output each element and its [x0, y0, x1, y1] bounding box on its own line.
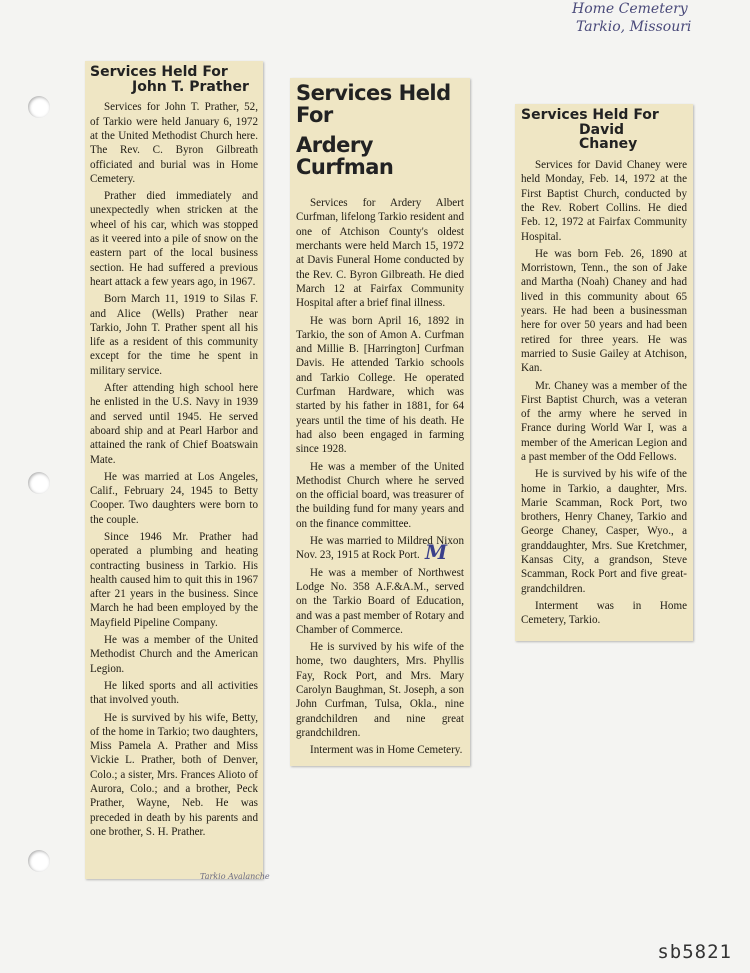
paragraph: Since 1946 Mr. Prather had operated a plumbing and heating contracting business in Tarkio. His health caused him to quit this in 1967 after 21 years in the business. Since March he had been employed by the Mayfield Pipeline Company. — [90, 530, 258, 629]
headline-line-1: Services Held For — [521, 107, 659, 123]
catalog-number: sb5821 — [657, 941, 732, 963]
obituary-clipping-prather — [85, 61, 263, 879]
paragraph: Prather died immediately and unexpectedly when stricken at the wheel of his car, which was stopped as it veered into a pile of snow on the eastern part of the local business section. He had suffered a previous heart attack a few years ago, in 1967. — [90, 190, 258, 288]
handwritten-location-note — [572, 0, 742, 36]
paragraph: He was born April 16, 1892 in Tarkio, the son of Amon A. Curfman and Millie B. [Harrington] Curfman Davis. He attended Tarkio schools and Tarkio College. He operated Curfman Hardware, which was started by his father in 1881, for 64 years until the time of his death. He had also been engaged in farming since 1928. — [296, 314, 464, 456]
obituary-clipping-chaney — [515, 104, 693, 641]
paragraph: Born March 11, 1919 to Silas F. and Alice (Wells) Prather near Tarkio, John T. Prather spent all his life as a resident of this community except for the time he spent in military service. — [90, 293, 258, 377]
headline — [296, 82, 464, 178]
paragraph: He was a member of Northwest Lodge No. 358 A.F.&A.M., served on the Tarkio Board of Education, and was a past member of Rotary and Chamber of Commerce. — [296, 566, 464, 636]
paragraph: Interment was in Home Cemetery. — [310, 744, 463, 757]
headline — [521, 108, 687, 152]
headline-line-2: Ardery Curfman — [296, 133, 394, 180]
headline-line-1: Services Held For — [90, 64, 228, 80]
obituary-clipping-curfman — [290, 78, 470, 766]
paragraph: He was married at Los Angeles, Calif., February 24, 1945 to Betty Cooper. Two daughters were born to the couple. — [90, 470, 258, 526]
clipping-source-note: Tarkio Avalanche — [200, 872, 270, 881]
handwritten-line-1: Home Cemetery — [572, 1, 688, 17]
binder-hole — [28, 96, 50, 118]
paragraph: Mr. Chaney was a member of the First Baptist Church, was a veteran of the army where he served in France during World War I, was a member of the American Legion and a past member of the Odd Fellows. — [521, 379, 687, 463]
paragraph: Services for David Chaney were held Monday, Feb. 14, 1972 at the First Baptist Church, conducted by the Rev. Robert Collins. He died Feb. 12, 1972 at Fairfax Community Hospital. — [521, 159, 687, 243]
paragraph: After attending high school here he enlisted in the U.S. Navy in 1939 and served until 1945. He served aboard ship and at Pearl Harbor and attained the rank of Chief Boatswain Mate. — [90, 382, 258, 466]
handwritten-check-mark: M — [425, 540, 448, 564]
headline-line-2: John T. Prather — [132, 78, 249, 95]
paragraph: He was a member of the United Methodist Church where he served on the official board, was treasurer of the building fund for many years and on the finance committee. — [296, 460, 464, 530]
paragraph: He is survived by his wife of the home in Tarkio, a daughter, Mrs. Marie Scamman, Rock Port, two brothers, Henry Chaney, Tarkio and George Chaney, Casper, Wyo., a granddaughter, Mrs. Sue Kretchmer, Kansas City, a grandson, Steve Scamman, Rock Port and five great-grandchildren. — [521, 468, 687, 595]
paragraph: He was born Feb. 26, 1890 at Morristown, Tenn., the son of Jake and Martha (Noah) Chaney and had lived in this community about 65 years. He had been a businessman here for over 50 years and had been retired for three years. He was married to Susie Gailey at Atchison, Kan. — [521, 247, 687, 375]
paragraph: He was married to Mildred Nixon Nov. 23, 1915 at Rock Port. — [296, 535, 464, 562]
headline — [90, 65, 258, 94]
paragraph: Interment was in Home Cemetery, Tarkio. — [521, 599, 687, 627]
handwritten-line-2: Tarkio, Missouri — [576, 19, 692, 35]
paragraph: He was a member of the United Methodist Church and the American Legion. — [90, 634, 258, 675]
paragraph: He is survived by his wife, Betty, of the home in Tarkio; two daughters, Miss Pamela A. Prather and Miss Vickie L. Prather, both of Denver, Colo.; a sister, Mrs. Frances Alioto of Aurora, Colo.; and a brother, Peck Prather, Wayne, Neb. He was preceded in death by his parents and one brother, S. H. Prather. — [90, 711, 258, 838]
binder-hole — [28, 850, 50, 872]
headline-line-1: Services Held For — [296, 81, 451, 128]
headline-line-2: David Chaney — [579, 121, 638, 153]
paragraph: He liked sports and all activities that involved youth. — [90, 679, 258, 707]
paragraph: He is survived by his wife of the home, two daughters, Mrs. Phyllis Fay, Rock Port, and Mrs. Mary Carolyn Baughman, St. Joseph, a son John Curfman, Tulsa, Okla., nine grandchildren and nine great grandchildren. — [296, 641, 464, 739]
binder-hole — [28, 472, 50, 494]
paragraph: Services for Ardery Albert Curfman, lifelong Tarkio resident and one of Atchison County's oldest merchants were held March 15, 1972 at Davis Funeral Home conducted by the Rev. C. Byron Gilbreath. He died March 12 at Fairfax Community Hospital after a brief final illness. — [296, 197, 464, 310]
paragraph: Services for John T. Prather, 52, of Tarkio were held January 6, 1972 at the United Methodist Church here. The Rev. C. Byron Gilbreath officiated and burial was in Home Cemetery. — [90, 101, 258, 185]
